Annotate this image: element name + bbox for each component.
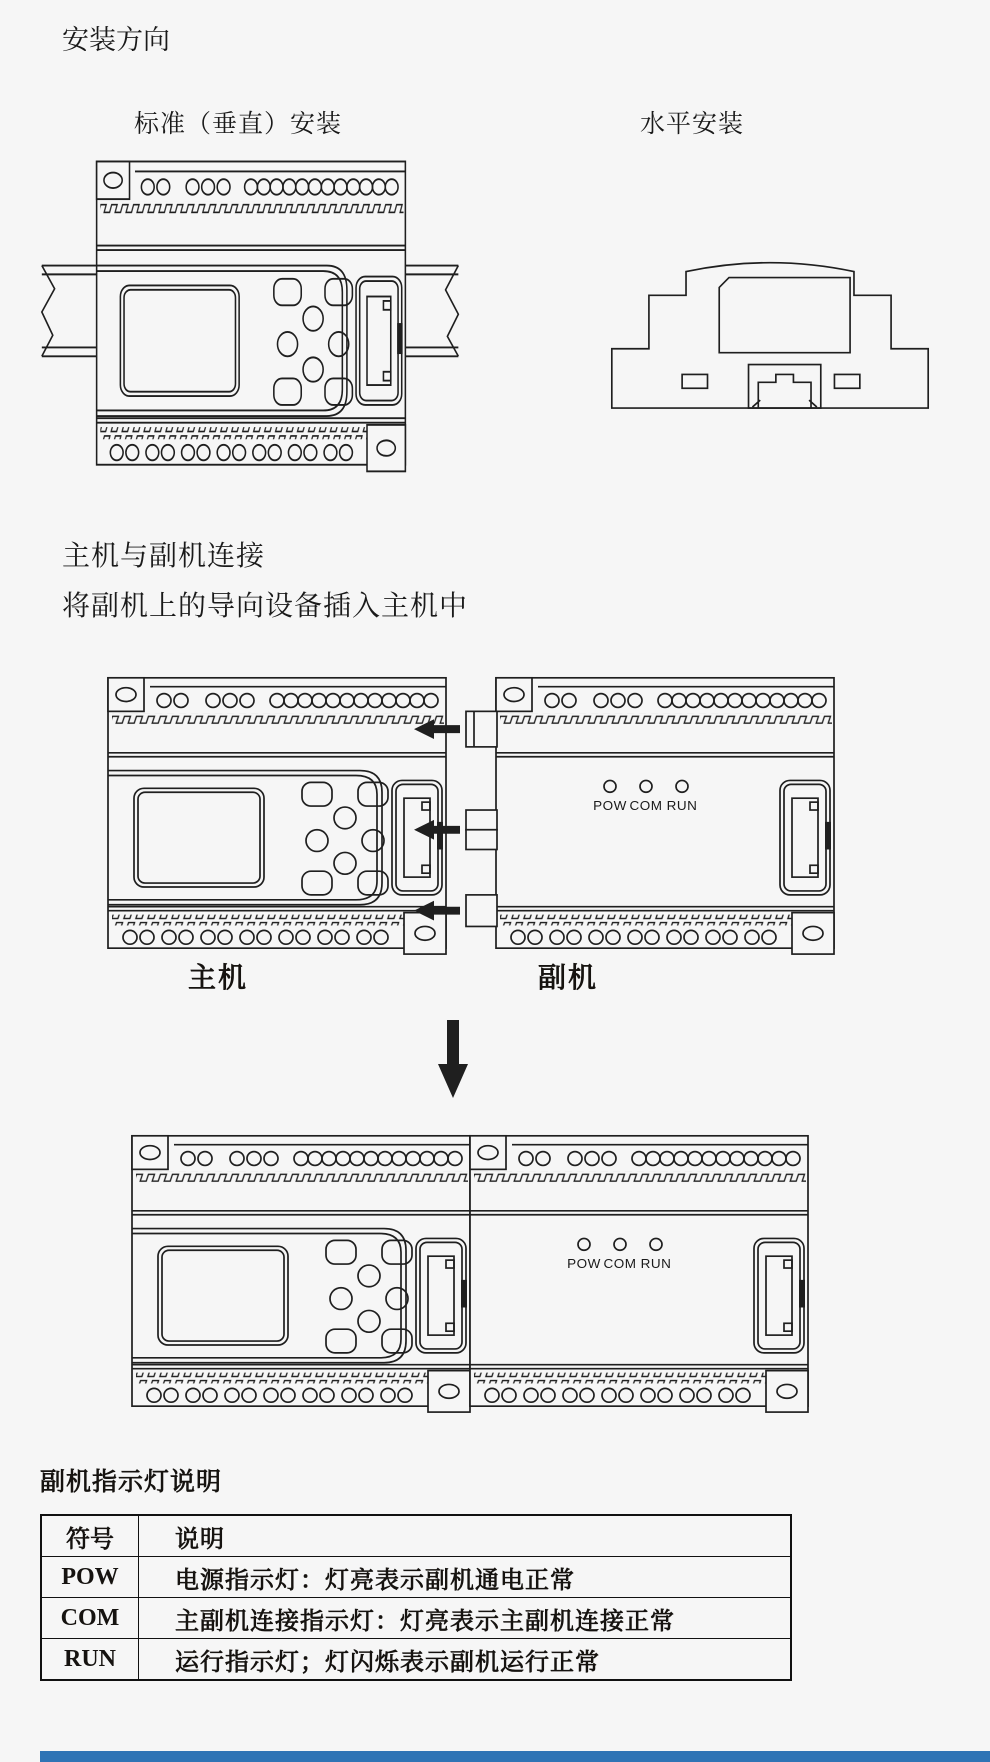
indicator-table	[40, 1514, 792, 1681]
table-row	[41, 1557, 791, 1598]
sub-unit-label: 副机	[538, 963, 599, 994]
horizontal-mount-caption: 水平安装	[640, 110, 745, 138]
connect-section-instruction: 将副机上的导向设备插入主机中	[62, 590, 469, 621]
column-header-symbol: 符号	[41, 1515, 139, 1557]
rail-clip	[749, 365, 821, 409]
left-arrow-icon	[414, 719, 460, 739]
symbol-cell: RUN	[41, 1639, 139, 1681]
bottom-page-divider	[40, 1751, 990, 1762]
symbol-cell: COM	[41, 1598, 139, 1639]
down-arrow-icon	[438, 1020, 468, 1098]
connect-section-heading: 主机与副机连接	[62, 540, 266, 571]
table-row	[41, 1598, 791, 1639]
vertical-mount-caption: 标准（垂直）安装	[134, 110, 343, 138]
description-cell: 主副机连接指示灯：灯亮表示主副机连接正常	[139, 1598, 792, 1639]
table-row	[41, 1639, 791, 1681]
main-unit-diagram	[84, 664, 462, 960]
combined-units-diagram	[116, 1122, 826, 1418]
led-label-run: RUN	[640, 1256, 672, 1272]
page-title: 安装方向	[62, 25, 170, 55]
led-label-com: COM	[603, 1256, 637, 1272]
column-header-description: 说明	[139, 1515, 792, 1557]
description-cell: 电源指示灯：灯亮表示副机通电正常	[139, 1557, 792, 1598]
left-arrow-icon	[414, 901, 460, 921]
sub-unit-diagram	[410, 664, 850, 960]
led-label-run: RUN	[666, 798, 698, 814]
horizontal-mount-diagram	[604, 238, 936, 412]
led-label-com: COM	[629, 798, 663, 814]
led-label-pow: POW	[567, 1256, 601, 1272]
led-label-pow: POW	[593, 798, 627, 814]
table-header-row	[41, 1515, 791, 1557]
indicator-table-heading: 副机指示灯说明	[40, 1469, 223, 1496]
side-screen	[719, 278, 850, 353]
description-cell: 运行指示灯；灯闪烁表示副机运行正常	[139, 1639, 792, 1681]
main-unit-label: 主机	[188, 963, 249, 994]
left-arrow-icon	[414, 820, 460, 840]
symbol-cell: POW	[41, 1557, 139, 1598]
vertical-mount-diagram	[40, 146, 462, 478]
